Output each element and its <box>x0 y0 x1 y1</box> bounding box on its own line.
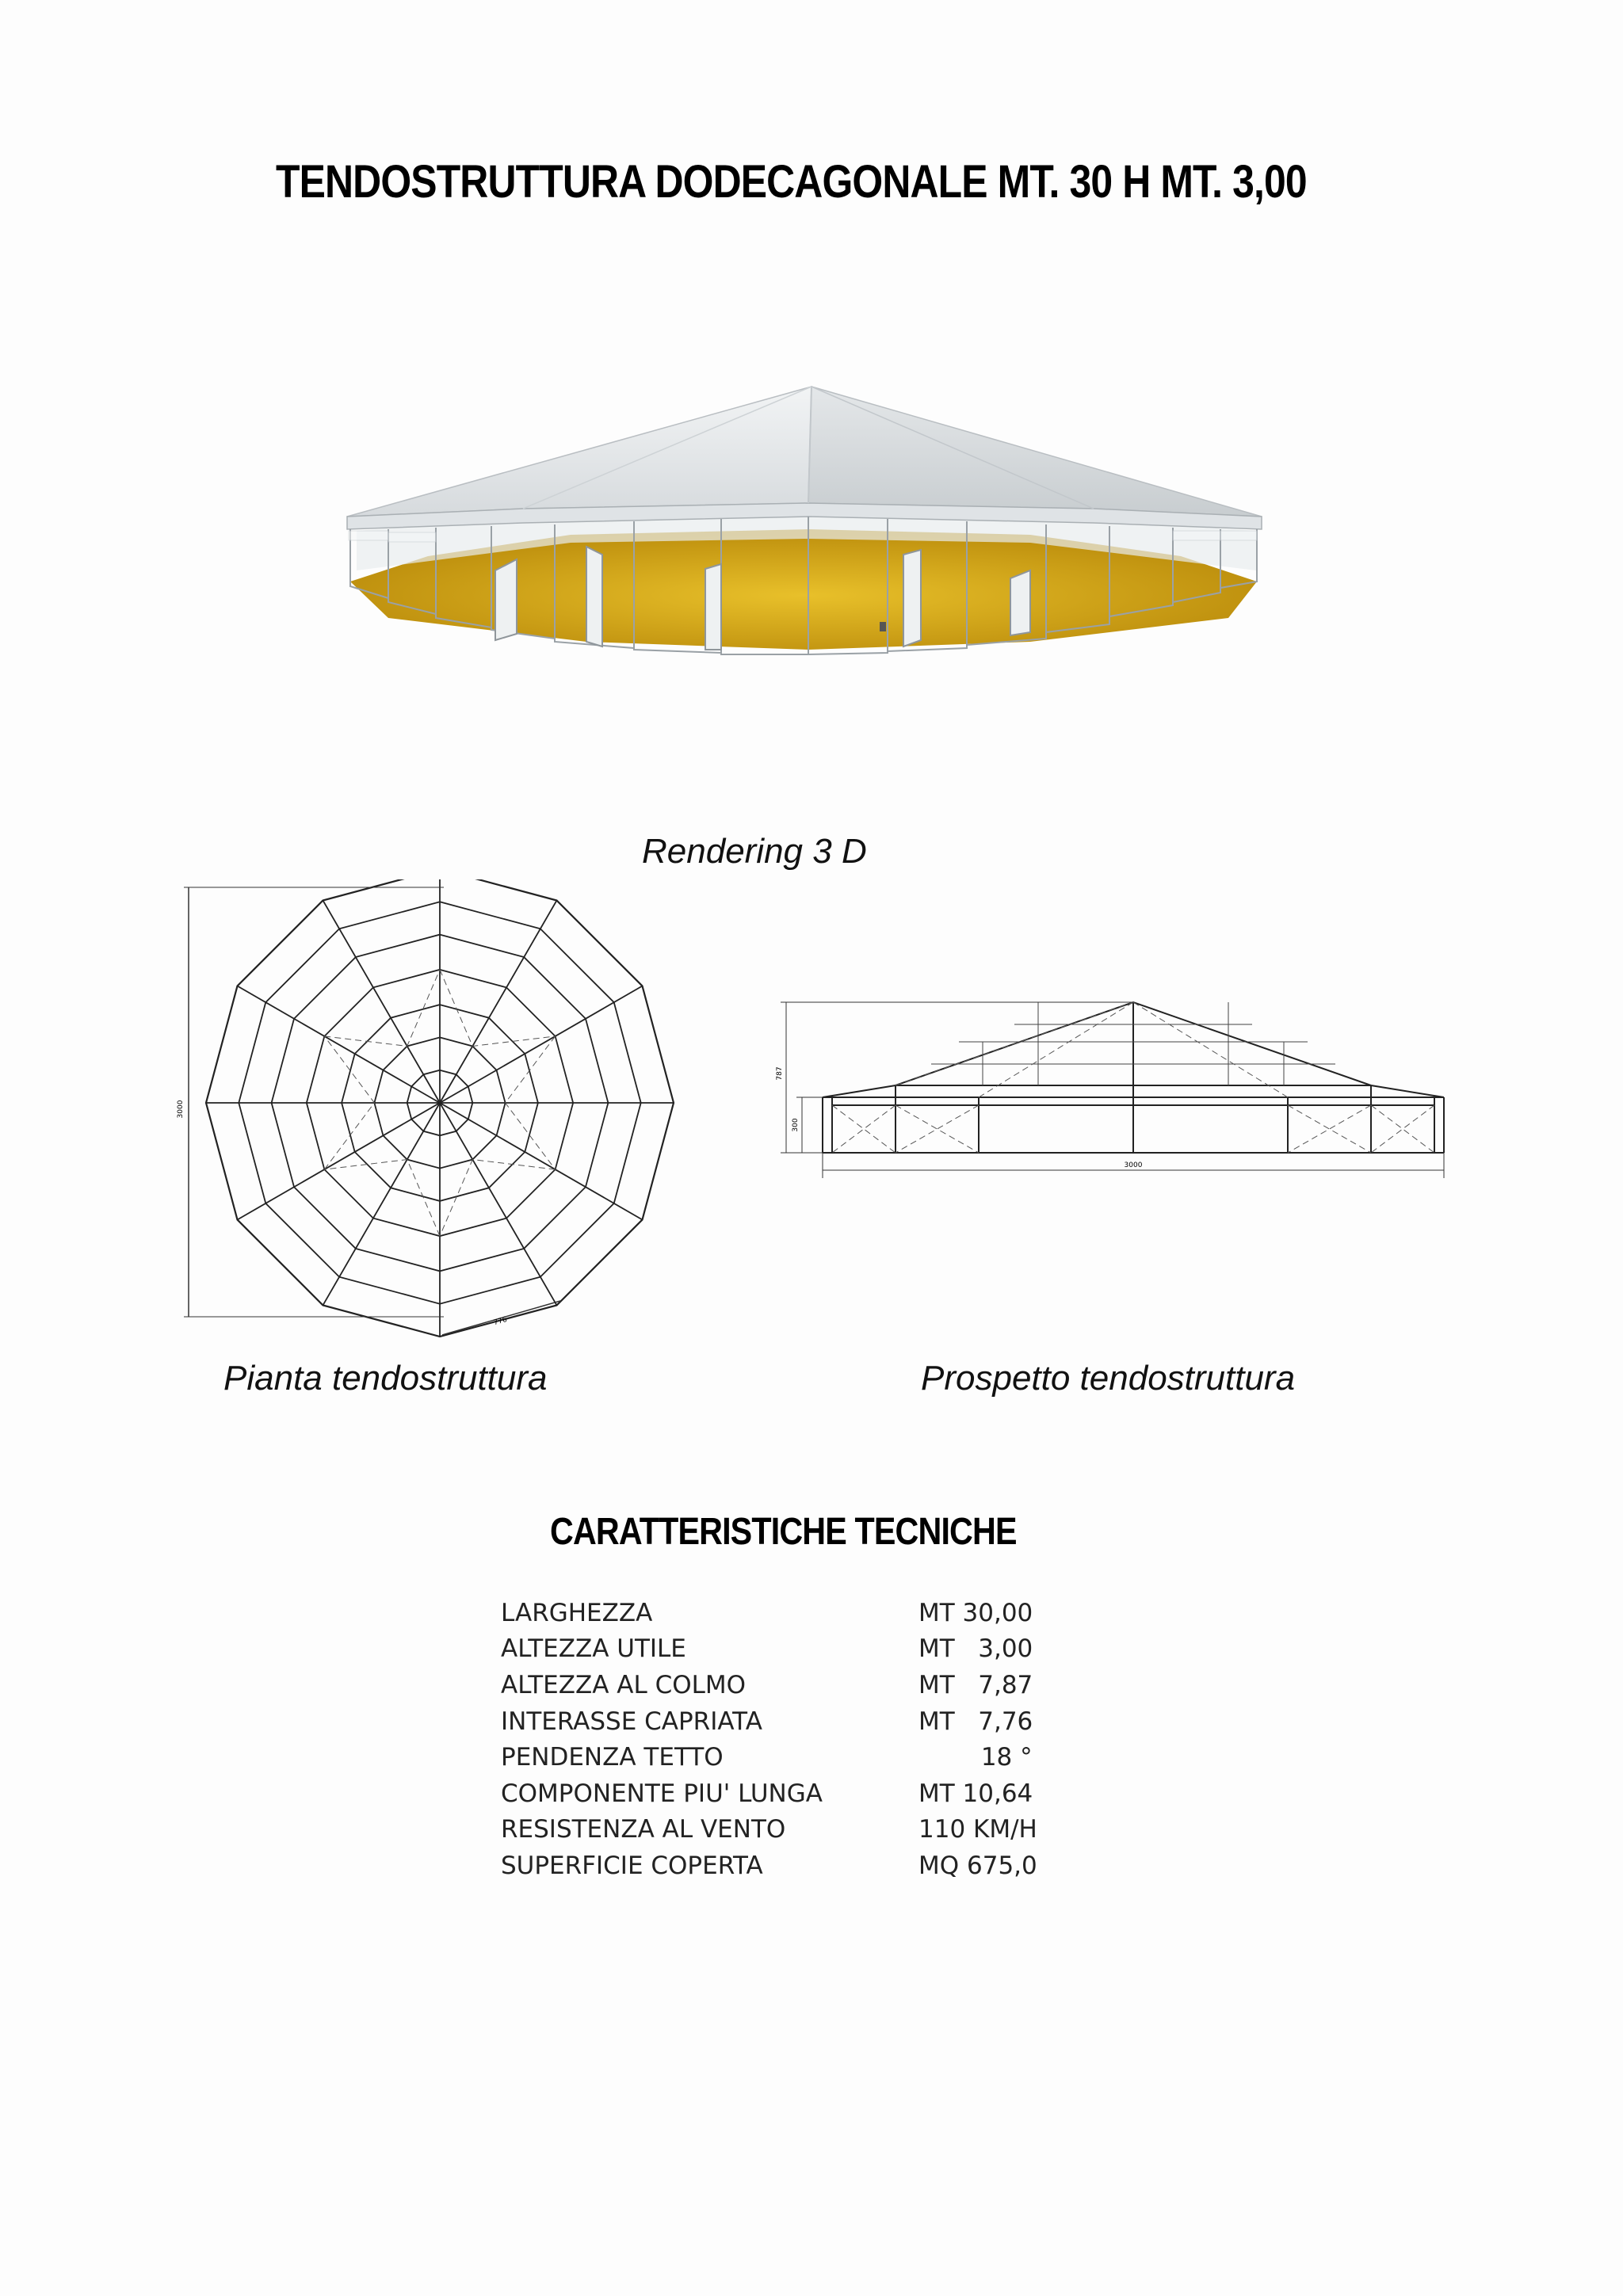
spec-label: PENDENZA TETTO <box>501 1743 724 1772</box>
spec-label: ALTEZZA UTILE <box>501 1634 686 1664</box>
plan-bracing <box>440 1160 556 1237</box>
plan-bracing <box>324 1160 440 1237</box>
spec-value: MT 3,00 <box>918 1634 1033 1664</box>
elevation-caption: Prospetto tendostruttura <box>921 1359 1296 1398</box>
specs-table <box>501 1595 1037 1884</box>
spec-row <box>501 1595 1037 1631</box>
spec-row <box>501 1812 1037 1848</box>
plan-rafter <box>440 986 642 1104</box>
page-title: TENDOSTRUTTURA DODECAGONALE MT. 30 H MT. 3,00 <box>276 156 1307 208</box>
spec-label: ALTEZZA AL COLMO <box>501 1670 747 1699</box>
tent-plan-drawing <box>174 879 697 1355</box>
plan-rafter <box>238 986 440 1104</box>
spec-value: MT 7,76 <box>918 1707 1033 1736</box>
spec-label: INTERASSE CAPRIATA <box>501 1707 762 1736</box>
plan-rafter <box>323 901 441 1103</box>
spec-value: 18 ° <box>918 1743 1033 1772</box>
spec-row <box>501 1703 1037 1740</box>
elevation-eave-dimension: 300 <box>792 1118 800 1132</box>
roof-left <box>347 387 812 517</box>
spec-row <box>501 1631 1037 1668</box>
spec-row <box>501 1775 1037 1812</box>
spec-label: SUPERFICIE COPERTA <box>501 1851 763 1880</box>
spec-value: MT 10,64 <box>918 1779 1033 1808</box>
plan-bracing <box>324 970 440 1047</box>
spec-value: MQ 675,0 <box>918 1851 1037 1880</box>
roof-right <box>808 387 1262 517</box>
spec-label: RESISTENZA AL VENTO <box>501 1815 786 1844</box>
plan-rafter <box>440 1103 557 1305</box>
elevation-width-dimension: 3000 <box>1124 1161 1143 1169</box>
specs-heading: CARATTERISTICHE TECNICHE <box>550 1511 1017 1553</box>
plan-side-dimension: 776 <box>492 1315 509 1328</box>
spec-value: 110 KM/H <box>918 1815 1037 1844</box>
spec-row <box>501 1739 1037 1775</box>
plan-rafter <box>238 1103 440 1220</box>
plan-rafter <box>440 1103 642 1220</box>
spec-label: COMPONENTE PIU' LUNGA <box>501 1779 823 1808</box>
plan-overall-dimension: 3000 <box>177 1100 185 1119</box>
spec-value: MT 7,87 <box>918 1670 1033 1699</box>
rendering-caption: Rendering 3 D <box>642 832 867 871</box>
spec-row <box>501 1848 1037 1884</box>
plan-bracing <box>440 970 556 1047</box>
plan-caption: Pianta tendostruttura <box>223 1359 548 1398</box>
tent-elevation-drawing <box>761 994 1458 1184</box>
tent-3d-rendering <box>333 380 1276 681</box>
spec-row <box>501 1667 1037 1703</box>
elevation-ridge-dimension: 787 <box>776 1066 784 1081</box>
plan-rafter <box>323 1103 441 1305</box>
spec-label: LARGHEZZA <box>501 1598 653 1627</box>
spec-value: MT 30,00 <box>918 1598 1033 1627</box>
plan-rafter <box>440 901 557 1103</box>
